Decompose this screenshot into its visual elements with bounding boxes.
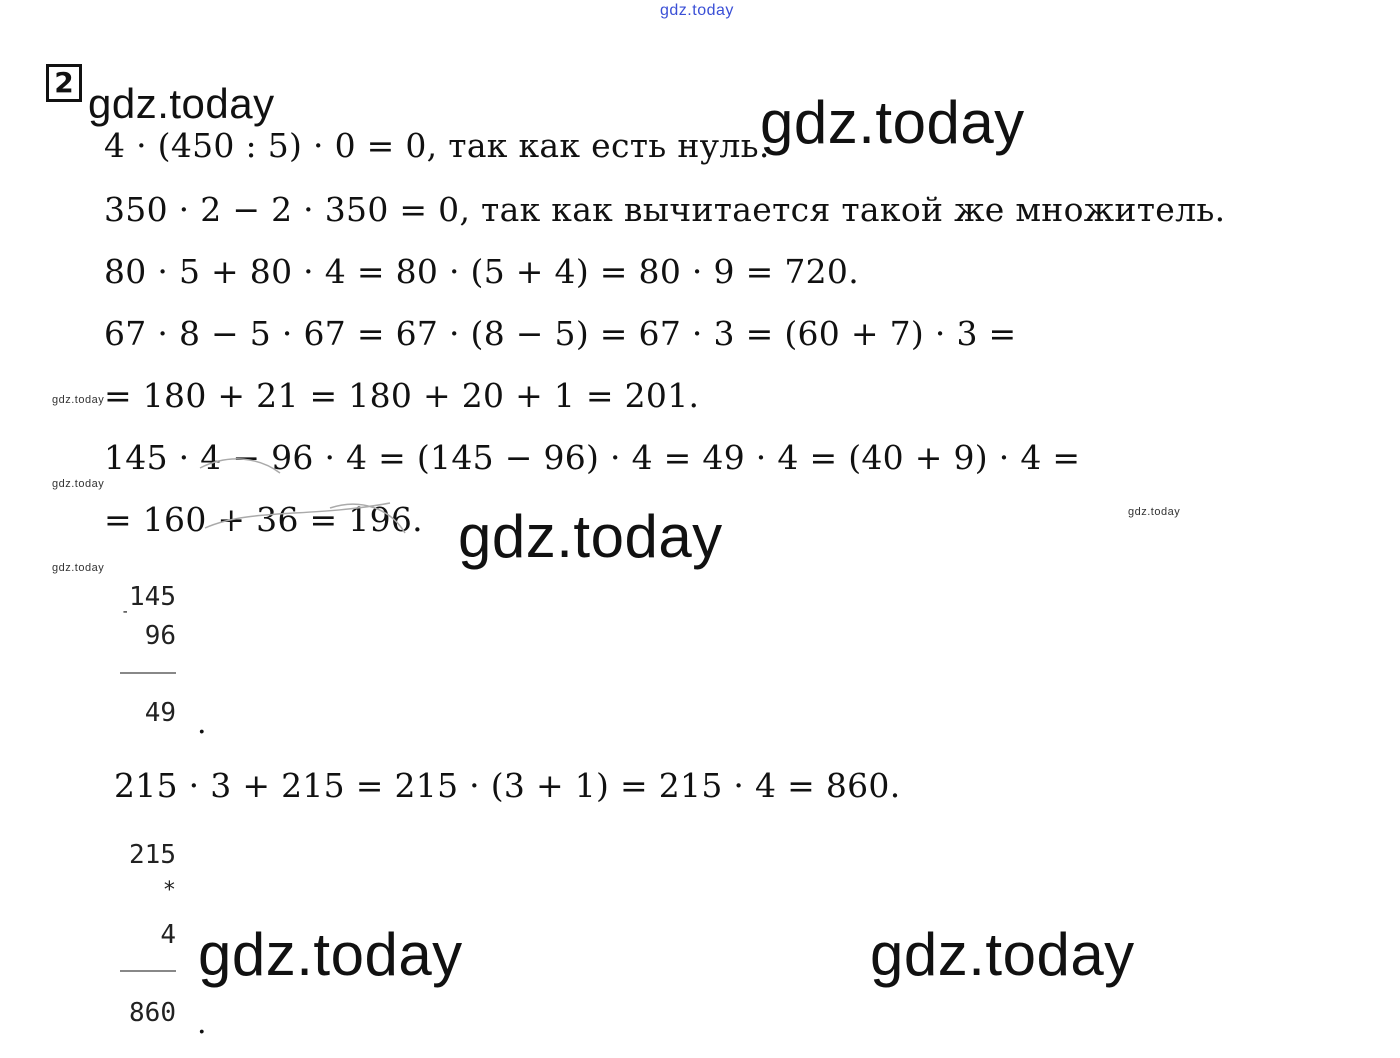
- column-mul-rule: [120, 970, 176, 972]
- column-mul-multiplicand: 215: [129, 840, 176, 870]
- column-sub-operator: -: [121, 604, 130, 620]
- watermark-header: gdz.today: [88, 80, 275, 127]
- equation-line-1: 4 · (450 : 5) · 0 = 0, так как есть нуль.: [104, 126, 770, 165]
- scribble-mark: [190, 448, 420, 548]
- column-sub-minuend: 145: [129, 582, 176, 612]
- equation-line-6: 145 · 4 − 96 · 4 = (145 − 96) · 4 = 49 · 4 = (40 + 9) · 4 =: [104, 438, 1081, 477]
- equation-line-2: 350 · 2 − 2 · 350 = 0, так как вычитается такой же множитель.: [104, 190, 1226, 229]
- equation-line-3: 80 · 5 + 80 · 4 = 80 · (5 + 4) = 80 · 9 = 720.: [104, 252, 859, 291]
- watermark-top: gdz.today: [660, 2, 734, 19]
- watermark-big-3: gdz.today: [198, 921, 463, 988]
- watermark-big-1: gdz.today: [760, 89, 1025, 156]
- watermark-side-2: gdz.today: [52, 478, 105, 490]
- column-sub-end: .: [197, 706, 207, 741]
- watermark-side-1: gdz.today: [52, 394, 105, 406]
- watermark-side-4: gdz.today: [1128, 506, 1181, 518]
- equation-line-8: 215 · 3 + 215 = 215 · (3 + 1) = 215 · 4 = 860.: [114, 766, 901, 805]
- column-mul-result: 860: [129, 998, 176, 1028]
- column-sub-result: 49: [144, 698, 176, 728]
- column-mul-multiplier: 4: [160, 920, 176, 950]
- watermark-side-3: gdz.today: [52, 562, 105, 574]
- watermark-big-4: gdz.today: [870, 921, 1135, 988]
- column-mul-end: .: [197, 1006, 207, 1041]
- column-sub-subtrahend: 96: [144, 621, 176, 651]
- column-sub-rule: [120, 672, 176, 674]
- equation-line-7: = 160 + 36 = 196.: [104, 500, 423, 539]
- task-number: 2: [46, 64, 82, 102]
- column-mul-operator: *: [162, 878, 176, 903]
- equation-line-5: = 180 + 21 = 180 + 20 + 1 = 201.: [104, 376, 700, 415]
- equation-line-4: 67 · 8 − 5 · 67 = 67 · (8 − 5) = 67 · 3 = (60 + 7) · 3 =: [104, 314, 1017, 353]
- watermark-big-2: gdz.today: [458, 503, 723, 570]
